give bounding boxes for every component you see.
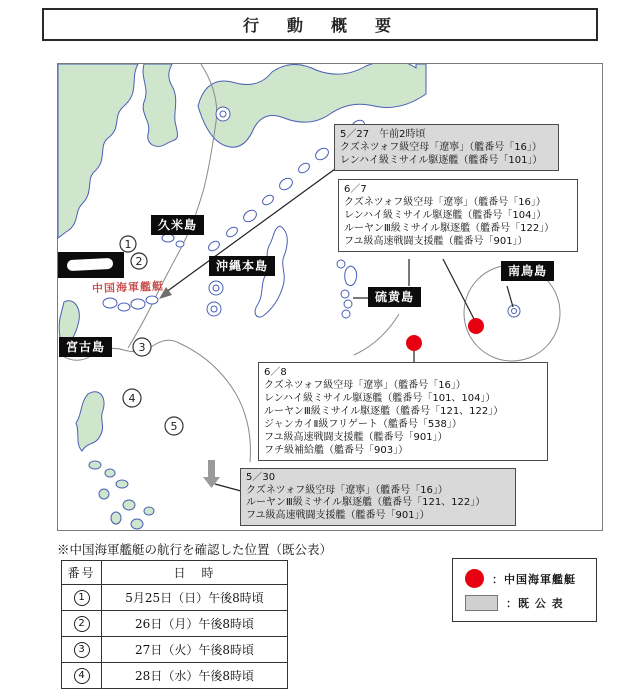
ryukyu-islet (313, 146, 330, 162)
islet-inner (211, 306, 217, 312)
row-datetime-cell: 27日（火）午後8時頃 (102, 637, 288, 663)
map-area (57, 63, 603, 531)
senkaku-islet (131, 299, 145, 309)
redacted-island-label (58, 252, 124, 278)
ogasawara-islet (345, 266, 357, 286)
col-header-datetime: 日 時 (102, 561, 288, 585)
marker-3 (133, 338, 151, 356)
callout-line: 5／27 午前2時頃 (340, 129, 426, 140)
sighting-table (61, 560, 288, 689)
callout-line: レンハイ級ミサイル駆逐艦（艦番号「104」） (344, 210, 547, 221)
marker-1 (120, 236, 136, 252)
senkaku-islet (118, 303, 130, 311)
row-number-cell (62, 663, 102, 689)
table-row (62, 663, 288, 689)
philippines-islet (89, 461, 101, 469)
gray-box-icon (465, 595, 498, 611)
row-number-cell (62, 585, 102, 611)
china-coast (58, 64, 138, 238)
redaction-whiteout (67, 258, 114, 271)
ship-dot-6-7 (468, 318, 484, 334)
circled-number: 1 (74, 590, 90, 606)
table-row (62, 637, 288, 663)
callout-5-30 (240, 468, 516, 526)
callout-line: 5／30 (246, 472, 276, 483)
callout-line: ルーヤンⅢ級ミサイル駆逐艦（艦番号「121、122」） (264, 406, 504, 417)
callout-5-27 (334, 124, 559, 171)
callout-line: クズネツォフ級空母「遼寧」（艦番号「16」） (340, 142, 542, 153)
row-datetime-cell: 5月25日（日）午後8時頃 (102, 585, 288, 611)
page-title: 行 動 概 要 (242, 16, 397, 35)
callout-line: クズネツォフ級空母「遼寧」（艦番号「16」） (344, 197, 546, 208)
callout-line: ルーヤンⅢ級ミサイル駆逐艦（艦番号「121、122」） (246, 497, 486, 508)
philippines-islet (99, 489, 109, 499)
table-row (62, 585, 288, 611)
label-okinawa: 沖縄本島 (209, 256, 275, 276)
col-header-number: 番号 (62, 561, 102, 585)
marker-2 (131, 253, 147, 269)
ryukyu-islet (225, 225, 239, 238)
callout-6-7 (338, 179, 578, 252)
course-arrow (203, 460, 220, 488)
marker-5-number: 5 (170, 420, 178, 433)
ogasawara-islet (337, 260, 345, 268)
course-arrow-shaft (208, 460, 215, 477)
label-iwojima: 硫黄島 (368, 287, 421, 307)
page-title-box (42, 8, 598, 41)
ship-dot-6-8 (406, 335, 422, 351)
marker-5 (165, 417, 183, 435)
ogasawara-arc (354, 314, 399, 355)
row-number-cell (62, 637, 102, 663)
leader-callout4-arrow (215, 484, 241, 491)
label-kumejima: 久米島 (151, 215, 204, 235)
senkaku-islet (103, 298, 117, 308)
leader-callout2-reddot (443, 259, 474, 319)
marker-4 (123, 389, 141, 407)
senkaku-islet (146, 296, 158, 304)
callout-line: 6／7 (344, 184, 367, 195)
jeju-island-inner (220, 111, 226, 117)
footnote: ※中国海軍艦艇の航行を確認した位置（既公表） (57, 542, 333, 557)
ogasawara-islet (344, 300, 352, 308)
ogasawara-islet (342, 310, 350, 318)
philippines-islet (123, 500, 135, 510)
marker-4-number: 4 (128, 392, 136, 405)
callout-line: フチ級補給艦（艦番号「903」） (264, 445, 409, 456)
philippines-luzon (76, 392, 104, 451)
row-datetime-cell: 26日（月）午後8時頃 (102, 611, 288, 637)
callout-line: フユ級高速戦闘支援艦（艦番号「901」） (344, 236, 528, 247)
callout-line: レンハイ級ミサイル駆逐艦（艦番号「101」） (340, 155, 543, 166)
red-dot-icon (465, 569, 484, 588)
leader-minamitori-label (507, 286, 513, 307)
circled-number: 2 (74, 616, 90, 632)
korea-peninsula (143, 64, 178, 146)
circled-number: 3 (74, 642, 90, 658)
course-arrow-head (203, 477, 220, 488)
marker-1-number: 1 (124, 238, 132, 251)
circled-number: 4 (74, 668, 90, 684)
callout-line: クズネツォフ級空母「遼寧」（艦番号「16」） (264, 380, 466, 391)
philippines-islet (116, 480, 128, 488)
kume-islet (176, 241, 184, 247)
philippines-islet (144, 507, 154, 515)
callout-line: ルーヤンⅢ級ミサイル駆逐艦（艦番号「122」） (344, 223, 555, 234)
callout-6-8 (258, 362, 548, 461)
callout-line: フユ級高速戦闘支援艦（艦番号「901」） (264, 432, 448, 443)
legend-label: ：中国海軍艦艇 (492, 572, 576, 586)
ryukyu-islet (277, 176, 294, 192)
legend (452, 558, 597, 622)
philippines-islet (111, 512, 121, 524)
red-annotation: 中国海軍艦艇 (91, 279, 165, 296)
philippines-islet (105, 469, 115, 477)
row-datetime-cell: 28日（水）午後8時頃 (102, 663, 288, 689)
callout-line: フユ級高速戦闘支援艦（艦番号「901」） (246, 509, 430, 521)
minamitorishima-inner (512, 309, 517, 314)
callout-line: レンハイ級ミサイル駆逐艦（艦番号「101、104」） (264, 393, 496, 404)
label-minamitori: 南鳥島 (501, 261, 554, 281)
ogasawara-islet (341, 290, 349, 298)
ryukyu-islet (297, 161, 311, 174)
legend-label: ：既 公 表 (506, 597, 564, 610)
ryukyu-islet (207, 239, 221, 252)
philippines-islet (131, 519, 143, 529)
table-row (62, 611, 288, 637)
kume-islet (162, 234, 174, 242)
marker-3-number: 3 (138, 341, 146, 354)
islet-inner (213, 285, 219, 291)
marker-2-number: 2 (135, 255, 143, 268)
ryukyu-islet (241, 208, 258, 224)
label-miyakojima: 宮古島 (59, 337, 112, 357)
position-markers (120, 236, 183, 435)
ryukyu-islet (261, 193, 275, 206)
row-number-cell (62, 611, 102, 637)
callout-line: クズネツォフ級空母「遼寧」（艦番号「16」） (246, 484, 448, 496)
legend-item-announced (453, 595, 596, 611)
callout-line: ジャンカイⅡ級フリゲート（艦番号「538」） (264, 419, 462, 430)
legend-item-ships (453, 569, 596, 588)
table-header-row (62, 561, 288, 585)
callout-line: 6／8 (264, 367, 287, 378)
